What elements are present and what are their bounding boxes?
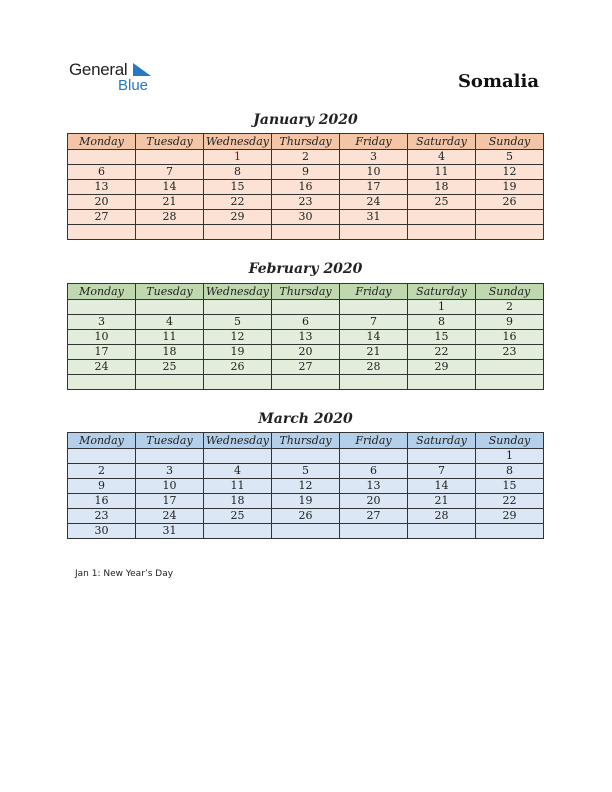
day-cell [408, 375, 476, 390]
day-cell: 15 [476, 479, 544, 494]
day-cell [68, 449, 136, 464]
week-row [68, 315, 544, 330]
day-cell: 27 [68, 210, 136, 225]
day-cell [476, 375, 544, 390]
day-cell: 25 [204, 509, 272, 524]
day-cell [408, 210, 476, 225]
day-cell: 29 [476, 509, 544, 524]
day-cell [340, 300, 408, 315]
day-cell [136, 225, 204, 240]
day-cell: 7 [136, 165, 204, 180]
holiday-notes [75, 569, 173, 579]
week-row [68, 375, 544, 390]
day-cell: 6 [272, 315, 340, 330]
weekday-header-row [68, 433, 544, 449]
day-cell: 22 [476, 494, 544, 509]
day-cell: 20 [272, 345, 340, 360]
week-row [68, 524, 544, 539]
day-cell: 24 [340, 195, 408, 210]
day-cell: 3 [136, 464, 204, 479]
day-cell [340, 524, 408, 539]
day-cell: 1 [408, 300, 476, 315]
day-cell: 3 [68, 315, 136, 330]
day-cell: 17 [68, 345, 136, 360]
day-cell: 16 [68, 494, 136, 509]
day-cell: 29 [204, 210, 272, 225]
day-cell [272, 449, 340, 464]
day-cell: 29 [408, 360, 476, 375]
day-cell [272, 375, 340, 390]
day-cell: 10 [68, 330, 136, 345]
day-cell: 4 [408, 150, 476, 165]
weekday-header: Friday [340, 433, 408, 449]
weekday-header: Monday [68, 134, 136, 150]
day-cell [204, 300, 272, 315]
day-cell: 21 [136, 195, 204, 210]
day-cell: 23 [476, 345, 544, 360]
day-cell: 9 [476, 315, 544, 330]
day-cell [204, 225, 272, 240]
day-cell: 11 [204, 479, 272, 494]
weekday-header: Saturday [408, 433, 476, 449]
logo-text-blue: Blue [118, 77, 149, 94]
calendar-march [67, 432, 544, 539]
day-cell [408, 225, 476, 240]
day-cell: 18 [204, 494, 272, 509]
day-cell: 7 [340, 315, 408, 330]
day-cell: 6 [340, 464, 408, 479]
weekday-header: Monday [68, 433, 136, 449]
day-cell [68, 300, 136, 315]
weekday-header: Friday [340, 284, 408, 300]
day-cell [136, 375, 204, 390]
day-cell: 9 [272, 165, 340, 180]
day-cell [136, 150, 204, 165]
day-cell [136, 300, 204, 315]
day-cell: 2 [68, 464, 136, 479]
week-row [68, 449, 544, 464]
week-row [68, 195, 544, 210]
month-title-january: January 2020 [253, 112, 358, 128]
day-cell: 5 [476, 150, 544, 165]
day-cell: 14 [340, 330, 408, 345]
day-cell: 3 [340, 150, 408, 165]
calendar-january [67, 133, 544, 240]
weekday-header: Wednesday [204, 284, 272, 300]
day-cell [340, 225, 408, 240]
day-cell: 18 [408, 180, 476, 195]
day-cell: 8 [408, 315, 476, 330]
day-cell: 28 [408, 509, 476, 524]
day-cell: 28 [136, 210, 204, 225]
country-title: Somalia [457, 71, 539, 92]
day-cell: 5 [272, 464, 340, 479]
day-cell: 30 [272, 210, 340, 225]
weekday-header: Saturday [408, 134, 476, 150]
weekday-header-row [68, 284, 544, 300]
day-cell: 7 [408, 464, 476, 479]
day-cell [476, 524, 544, 539]
day-cell [340, 449, 408, 464]
weekday-header-row [68, 134, 544, 150]
day-cell [68, 225, 136, 240]
day-cell: 13 [272, 330, 340, 345]
day-cell: 19 [204, 345, 272, 360]
week-row [68, 165, 544, 180]
day-cell: 8 [476, 464, 544, 479]
day-cell: 25 [136, 360, 204, 375]
day-cell: 26 [476, 195, 544, 210]
week-row [68, 210, 544, 225]
day-cell: 8 [204, 165, 272, 180]
generalblue-logo [69, 60, 169, 96]
weekday-header: Thursday [272, 134, 340, 150]
day-cell [68, 150, 136, 165]
day-cell: 26 [272, 509, 340, 524]
day-cell [476, 210, 544, 225]
day-cell [136, 449, 204, 464]
day-cell [272, 524, 340, 539]
day-cell [272, 225, 340, 240]
day-cell [204, 449, 272, 464]
day-cell [340, 375, 408, 390]
day-cell: 21 [408, 494, 476, 509]
weekday-header: Friday [340, 134, 408, 150]
week-row [68, 360, 544, 375]
week-row [68, 330, 544, 345]
day-cell: 19 [476, 180, 544, 195]
day-cell: 25 [408, 195, 476, 210]
week-row [68, 345, 544, 360]
month-title-february: February 2020 [248, 261, 363, 277]
day-cell [272, 300, 340, 315]
week-row [68, 180, 544, 195]
day-cell: 6 [68, 165, 136, 180]
day-cell: 16 [476, 330, 544, 345]
day-cell: 23 [68, 509, 136, 524]
week-row [68, 464, 544, 479]
weekday-header: Wednesday [204, 433, 272, 449]
day-cell: 17 [136, 494, 204, 509]
day-cell: 21 [340, 345, 408, 360]
day-cell: 11 [408, 165, 476, 180]
weekday-header: Wednesday [204, 134, 272, 150]
week-row [68, 509, 544, 524]
day-cell [204, 375, 272, 390]
day-cell: 30 [68, 524, 136, 539]
weekday-header: Sunday [476, 134, 544, 150]
logo-text-general: General [69, 60, 128, 79]
day-cell: 19 [272, 494, 340, 509]
day-cell: 24 [68, 360, 136, 375]
weekday-header: Thursday [272, 284, 340, 300]
month-title-march: March 2020 [258, 411, 353, 427]
day-cell: 4 [136, 315, 204, 330]
week-row [68, 479, 544, 494]
day-cell: 26 [204, 360, 272, 375]
week-row [68, 300, 544, 315]
day-cell: 2 [476, 300, 544, 315]
day-cell: 15 [408, 330, 476, 345]
day-cell: 20 [340, 494, 408, 509]
day-cell [204, 524, 272, 539]
day-cell: 13 [68, 180, 136, 195]
day-cell: 4 [204, 464, 272, 479]
holiday-day-cell: 1 [204, 150, 272, 165]
day-cell: 27 [272, 360, 340, 375]
day-cell: 28 [340, 360, 408, 375]
weekday-header: Tuesday [136, 134, 204, 150]
day-cell: 12 [204, 330, 272, 345]
day-cell: 14 [408, 479, 476, 494]
holiday-note: Jan 1: New Year’s Day [75, 569, 174, 579]
day-cell [68, 375, 136, 390]
day-cell: 24 [136, 509, 204, 524]
day-cell: 13 [340, 479, 408, 494]
day-cell: 31 [340, 210, 408, 225]
day-cell: 1 [476, 449, 544, 464]
weekday-header: Tuesday [136, 433, 204, 449]
day-cell: 31 [136, 524, 204, 539]
day-cell: 17 [340, 180, 408, 195]
day-cell: 2 [272, 150, 340, 165]
weekday-header: Thursday [272, 433, 340, 449]
day-cell: 5 [204, 315, 272, 330]
day-cell: 9 [68, 479, 136, 494]
day-cell: 22 [408, 345, 476, 360]
weekday-header: Saturday [408, 284, 476, 300]
day-cell [408, 524, 476, 539]
day-cell: 23 [272, 195, 340, 210]
day-cell: 10 [136, 479, 204, 494]
week-row [68, 150, 544, 165]
day-cell: 18 [136, 345, 204, 360]
calendar-february [67, 283, 544, 390]
weekday-header: Monday [68, 284, 136, 300]
weekday-header: Sunday [476, 433, 544, 449]
day-cell: 22 [204, 195, 272, 210]
day-cell: 14 [136, 180, 204, 195]
day-cell: 12 [272, 479, 340, 494]
week-row [68, 225, 544, 240]
day-cell: 27 [340, 509, 408, 524]
week-row [68, 494, 544, 509]
day-cell: 20 [68, 195, 136, 210]
day-cell [408, 449, 476, 464]
weekday-header: Sunday [476, 284, 544, 300]
day-cell: 16 [272, 180, 340, 195]
day-cell: 11 [136, 330, 204, 345]
weekday-header: Tuesday [136, 284, 204, 300]
day-cell [476, 360, 544, 375]
day-cell: 15 [204, 180, 272, 195]
logo-triangle-icon [133, 63, 153, 77]
day-cell: 10 [340, 165, 408, 180]
day-cell [476, 225, 544, 240]
day-cell: 12 [476, 165, 544, 180]
